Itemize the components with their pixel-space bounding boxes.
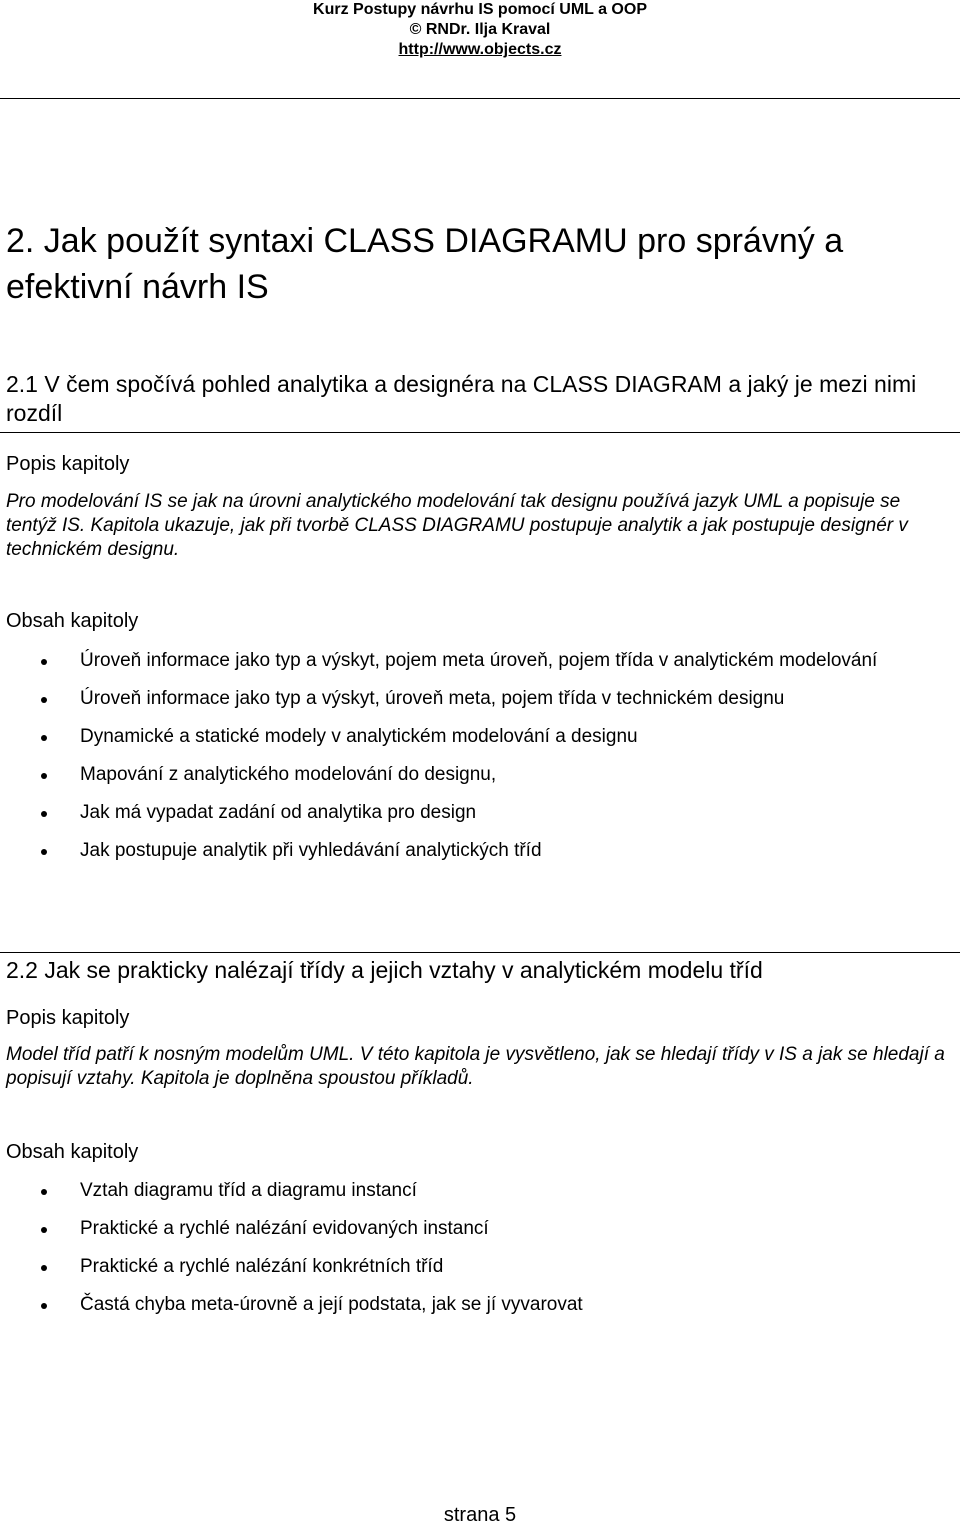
section-description: Pro modelování IS se jak na úrovni analytického modelování tak designu používá jazyk UML a popisuje se tentýž IS. Kapitola ukazuje, jak při tvorbě CLASS DIAGRAMU postupuje analytik a jak postupuje designér v technickém designu.: [6, 491, 908, 560]
bullet-icon: [41, 697, 47, 703]
bullet-icon: [41, 811, 47, 817]
list-item: Úroveň informace jako typ a výskyt, pojem meta úroveň, pojem třída v analytickém modelování: [0, 649, 930, 673]
contents-label: Obsah kapitoly: [6, 1141, 139, 1163]
contents-label: Obsah kapitoly: [6, 610, 139, 632]
contents-list: [0, 1179, 960, 1317]
list-item: Praktické a rychlé nalézání konkrétních tříd: [0, 1255, 930, 1279]
section-title-2-2: 2.2 Jak se prakticky nalézají třídy a jejich vztahy v analytickém modelu tříd: [6, 957, 763, 983]
section-divider: [0, 432, 960, 433]
list-item: Úroveň informace jako typ a výskyt, úroveň meta, pojem třída v technickém designu: [0, 687, 930, 711]
page-number: strana 5: [443, 1504, 517, 1526]
bullet-icon: [41, 1189, 47, 1195]
course-title: Kurz Postupy návrhu IS pomocí UML a OOP: [313, 1, 647, 18]
list-item: Dynamické a statické modely v analytickém modelování a designu: [0, 725, 930, 749]
bullet-icon: [41, 773, 47, 779]
bullet-icon: [41, 849, 47, 855]
website-link[interactable]: http://www.objects.cz: [398, 41, 562, 58]
bullet-icon: [41, 659, 47, 665]
description-label: Popis kapitoly: [6, 453, 130, 475]
section-description: Model tříd patří k nosným modelům UML. V této kapitola je vysvětleno, jak se hledají třídy v IS a jak se hledají a popisují vztahy. Kapitola je doplněna spoustou příkladů.: [6, 1044, 945, 1089]
description-label: Popis kapitoly: [6, 1007, 130, 1029]
bullet-icon: [41, 735, 47, 741]
author: © RNDr. Ilja Kraval: [409, 21, 551, 38]
page-header: [0, 0, 960, 60]
bullet-icon: [41, 1303, 47, 1309]
list-item: Praktické a rychlé nalézání evidovaných instancí: [0, 1217, 930, 1241]
bullet-icon: [41, 1265, 47, 1271]
list-item: Častá chyba meta-úrovně a její podstata, jak se jí vyvarovat: [0, 1293, 930, 1317]
section-divider: [0, 952, 960, 953]
list-item: Mapování z analytického modelování do designu,: [0, 763, 930, 787]
chapter-title: 2. Jak použít syntaxi CLASS DIAGRAMU pro správný a efektivní návrh IS: [6, 222, 844, 306]
list-item: Vztah diagramu tříd a diagramu instancí: [0, 1179, 930, 1203]
list-item: Jak postupuje analytik při vyhledávání analytických tříd: [0, 839, 930, 863]
bullet-icon: [41, 1227, 47, 1233]
section-title-2-1: 2.1 V čem spočívá pohled analytika a designéra na CLASS DIAGRAM a jaký je mezi nimi rozdíl: [6, 371, 917, 426]
contents-list: [0, 649, 960, 863]
header-divider: [0, 98, 960, 99]
list-item: Jak má vypadat zadání od analytika pro design: [0, 801, 930, 825]
